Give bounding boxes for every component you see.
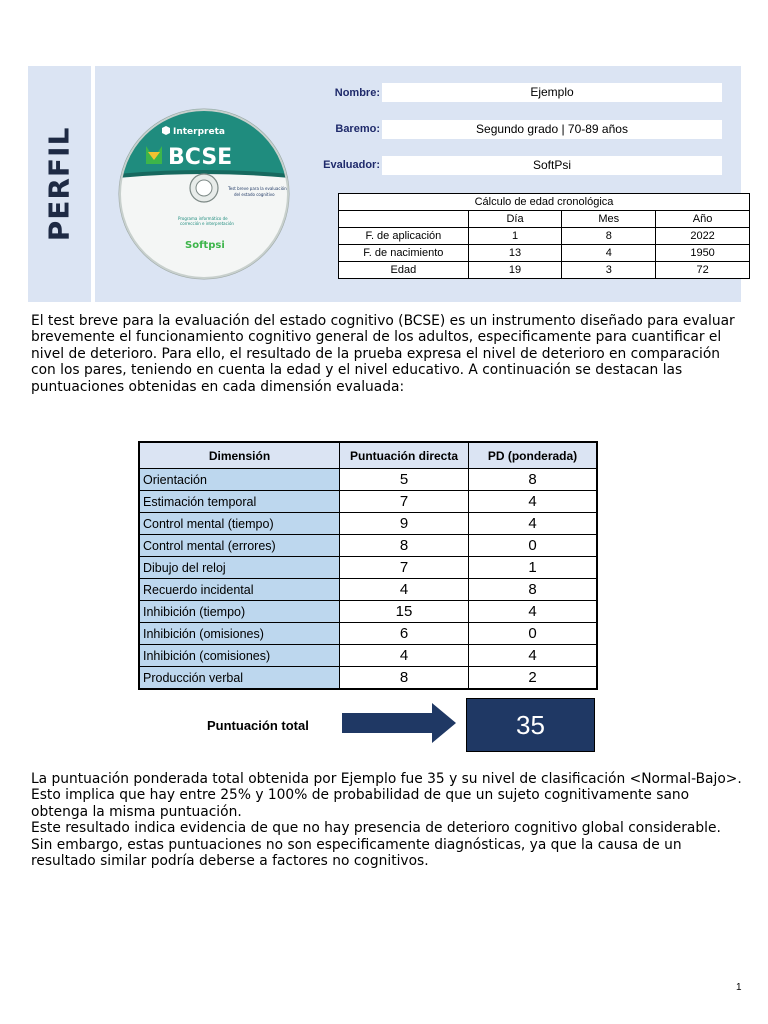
direct-score-cell: 7: [340, 557, 469, 579]
direct-score-cell: 7: [340, 491, 469, 513]
dimension-cell: Inhibición (tiempo): [139, 601, 340, 623]
weighted-score-cell: 4: [469, 513, 598, 535]
age-row-day: 13: [468, 245, 562, 262]
age-row: [339, 262, 750, 279]
cd-product: BCSE: [168, 145, 233, 170]
age-row-day: 19: [468, 262, 562, 279]
table-row: [139, 667, 597, 690]
age-row-year: 2022: [656, 228, 750, 245]
cd-program-1: Programa informático de: [178, 216, 228, 221]
evaluador-value: SoftPsi: [382, 156, 722, 175]
result-text: [31, 771, 746, 869]
result-line: La puntuación ponderada total obtenida por Ejemplo fue 35 y su nivel de clasificación <Normal-Bajo>.: [31, 771, 742, 787]
page-number: 1: [736, 982, 742, 993]
evaluador-label: Evaluador:: [323, 159, 380, 171]
table-row: [139, 623, 597, 645]
direct-score-cell: 6: [340, 623, 469, 645]
baremo-value: Segundo grado | 70-89 años: [382, 120, 722, 139]
direct-score-cell: 5: [340, 469, 469, 491]
weighted-score-cell: 0: [469, 623, 598, 645]
age-table-title-row: [339, 194, 750, 211]
dimension-cell: Inhibición (omisiones): [139, 623, 340, 645]
age-row: [339, 245, 750, 262]
age-row-month: 8: [562, 228, 656, 245]
table-row: [139, 645, 597, 667]
result-line: Sin embargo, estas puntuaciones no son especificamente diagnósticas, ya que la causa de un resultado similar podría deberse a factores no cognitivos.: [31, 836, 682, 870]
scores-header-row: [139, 442, 597, 469]
weighted-score-cell: 2: [469, 667, 598, 690]
dimension-cell: Recuerdo incidental: [139, 579, 340, 601]
direct-score-cell: 4: [340, 579, 469, 601]
age-row-month: 3: [562, 262, 656, 279]
direct-score-cell: 9: [340, 513, 469, 535]
age-row-label: Edad: [339, 262, 469, 279]
scores-table: [138, 441, 598, 690]
age-row-month: 4: [562, 245, 656, 262]
table-row: [139, 513, 597, 535]
profile-header: [28, 66, 741, 302]
nombre-label: Nombre:: [334, 87, 380, 99]
baremo-label: Baremo:: [335, 123, 380, 135]
age-col-day: Día: [468, 211, 562, 228]
cd-tagline-2: del estado cognitivo: [234, 192, 275, 197]
table-row: [139, 491, 597, 513]
dimension-cell: Orientación: [139, 469, 340, 491]
age-col-month: Mes: [562, 211, 656, 228]
cd-publisher: Softpsi: [185, 240, 225, 251]
age-table-title: Cálculo de edad cronológica: [339, 194, 750, 211]
dimension-cell: Producción verbal: [139, 667, 340, 690]
right-arrow-icon: [342, 703, 456, 743]
col-direct-score: Puntuación directa: [340, 442, 469, 469]
age-row: [339, 228, 750, 245]
dimension-cell: Dibujo del reloj: [139, 557, 340, 579]
age-col-year: Año: [656, 211, 750, 228]
dimension-cell: Estimación temporal: [139, 491, 340, 513]
cd-tagline-1: Test breve para la evaluación: [228, 186, 287, 191]
col-dimension: Dimensión: [139, 442, 340, 469]
result-line: Este resultado indica evidencia de que no hay presencia de deterioro cognitivo global considerable.: [31, 820, 721, 837]
direct-score-cell: 4: [340, 645, 469, 667]
table-row: [139, 557, 597, 579]
age-row-label: F. de nacimiento: [339, 245, 469, 262]
table-row: [139, 601, 597, 623]
weighted-score-cell: 0: [469, 535, 598, 557]
weighted-score-cell: 4: [469, 601, 598, 623]
direct-score-cell: 15: [340, 601, 469, 623]
table-row: [139, 469, 597, 491]
weighted-score-cell: 4: [469, 645, 598, 667]
age-row-label: F. de aplicación: [339, 228, 469, 245]
direct-score-cell: 8: [340, 667, 469, 690]
side-banner: [28, 66, 91, 302]
age-table-header-row: [339, 211, 750, 228]
dimension-cell: Inhibición (comisiones): [139, 645, 340, 667]
total-score-label: Puntuación total: [207, 718, 309, 733]
col-weighted-score: PD (ponderada): [469, 442, 598, 469]
age-row-year: 72: [656, 262, 750, 279]
weighted-score-cell: 4: [469, 491, 598, 513]
age-calculation-table: [338, 193, 750, 279]
weighted-score-cell: 8: [469, 469, 598, 491]
cd-program-2: corrección e interpretación: [180, 221, 234, 226]
dimension-cell: Control mental (errores): [139, 535, 340, 557]
table-row: [139, 579, 597, 601]
age-row-day: 1: [468, 228, 562, 245]
age-row-year: 1950: [656, 245, 750, 262]
dimension-cell: Control mental (tiempo): [139, 513, 340, 535]
side-title: PERFIL: [42, 126, 76, 242]
nombre-value: Ejemplo: [382, 83, 722, 102]
cd-brand: Interpreta: [173, 127, 225, 137]
weighted-score-cell: 8: [469, 579, 598, 601]
side-divider: [91, 66, 95, 302]
intro-paragraph: El test breve para la evaluación del estado cognitivo (BCSE) es un instrumento diseñado para evaluar brevemente el funcionamiento cognitivo general de los adultos, especificamente para cuantificar el nivel de deterioro. Para ello, el resultado de la prueba expresa el nivel de deterioro en comparación con los pares, teniendo en cuenta la edad y el nivel educativo. A continuación se destacan las puntuaciones obtenidas en cada dimensión evaluada:: [31, 313, 735, 395]
age-table-blank: [339, 211, 469, 228]
table-row: [139, 535, 597, 557]
direct-score-cell: 8: [340, 535, 469, 557]
total-score-value: 35: [466, 698, 595, 752]
result-line: Esto implica que hay entre 25% y 100% de probabilidad de que un sujeto cognitivamente sano obtenga la misma puntuación.: [31, 787, 690, 820]
weighted-score-cell: 1: [469, 557, 598, 579]
